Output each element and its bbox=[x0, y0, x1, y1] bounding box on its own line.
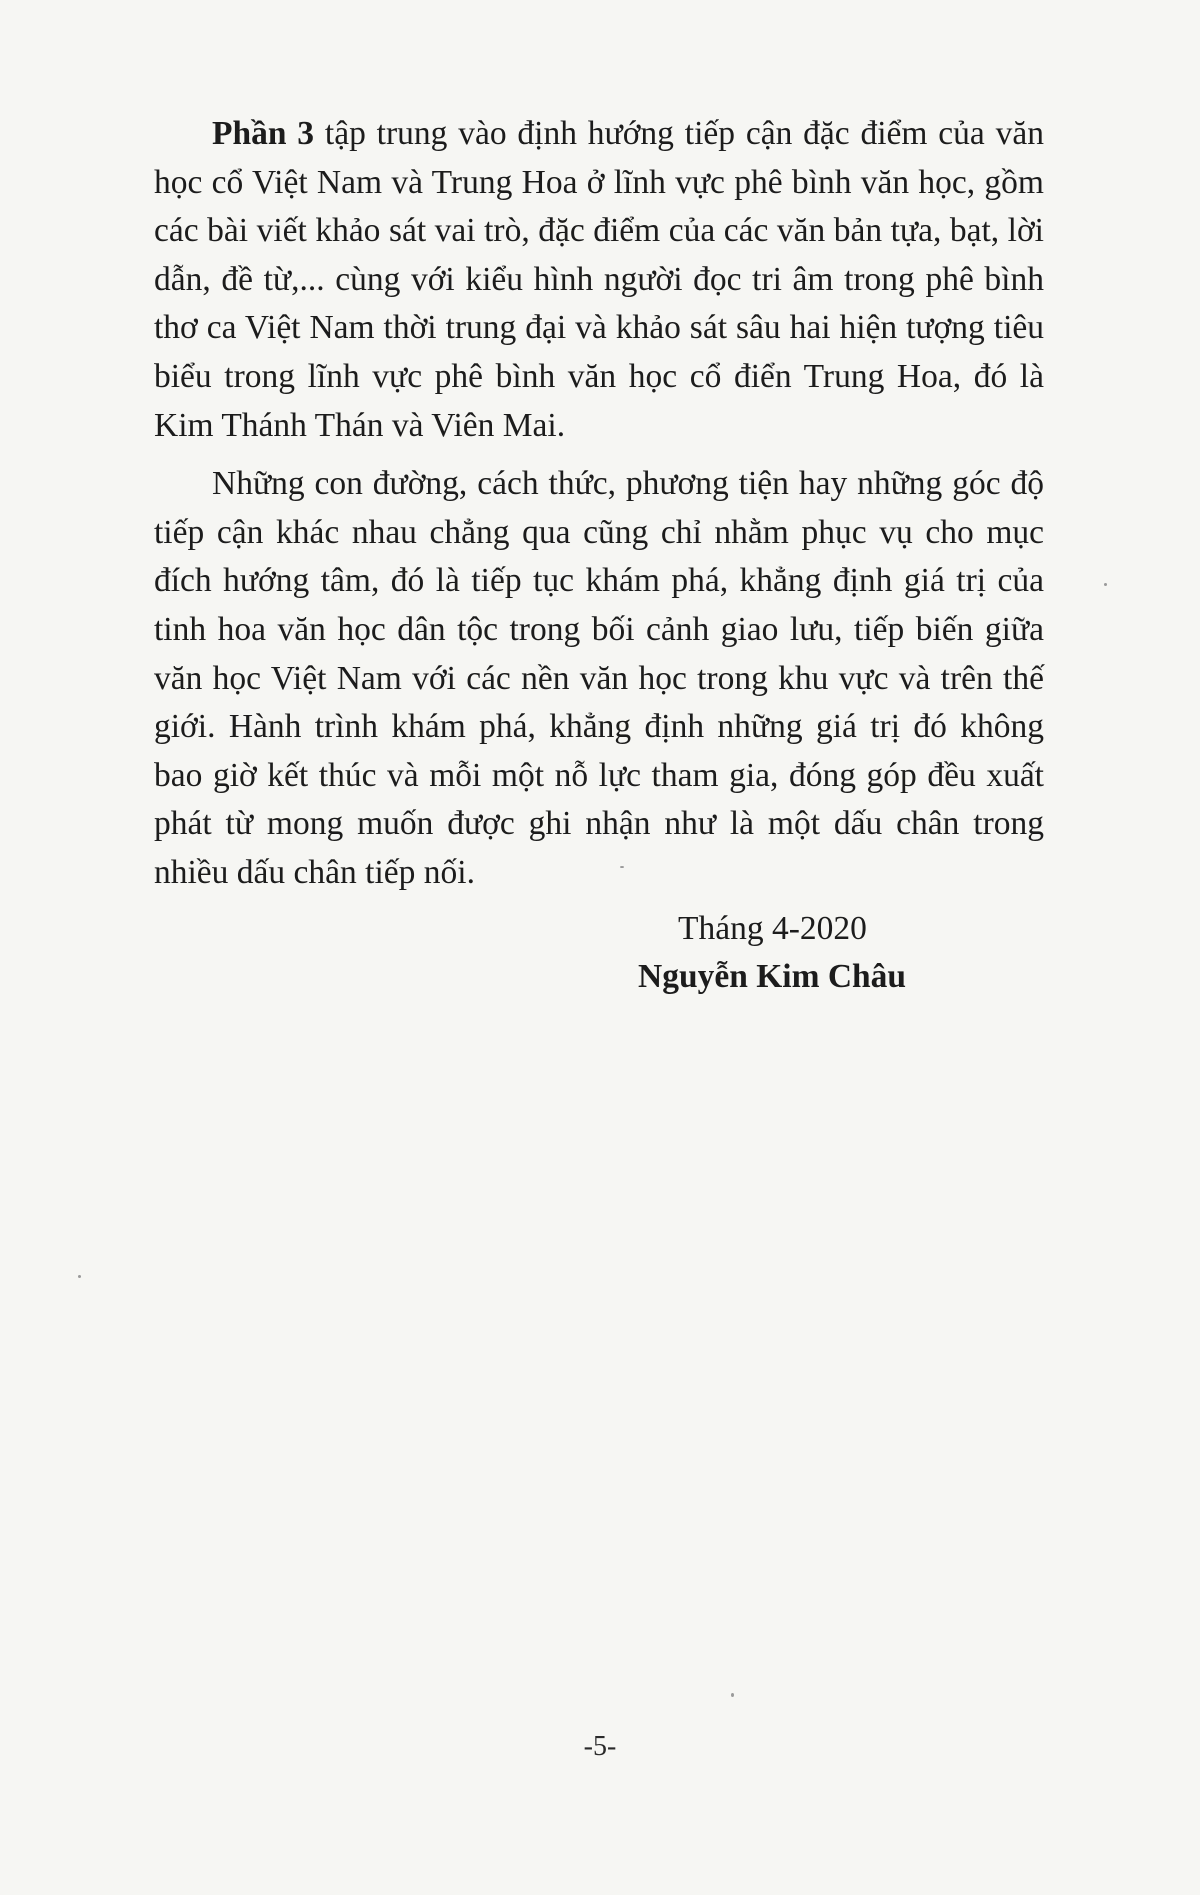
scan-speck bbox=[78, 1275, 81, 1278]
scan-speck bbox=[620, 866, 624, 868]
body-text bbox=[154, 110, 1044, 908]
signature-date: Tháng 4-2020 bbox=[678, 910, 867, 947]
scan-speck bbox=[731, 1693, 734, 1697]
paragraph-2: Những con đường, cách thức, phương tiện hay những góc độ tiếp cận khác nhau chẳng qua cũng chỉ nhằm phục vụ cho mục đích hướng tâm, đó là tiếp tục khám phá, khẳng định giá trị của tinh hoa văn học dân tộc trong bối cảnh giao lưu, tiếp biến giữa văn học Việt Nam với các nền văn học trong khu vực và trên thế giới. Hành trình khám phá, khẳng định những giá trị đó không bao giờ kết thúc và mỗi một nỗ lực tham gia, đóng góp đều xuất phát từ mong muốn được ghi nhận như là một dấu chân trong nhiều dấu chân tiếp nối. bbox=[154, 465, 1044, 891]
signature-author: Nguyễn Kim Châu bbox=[638, 958, 907, 995]
scan-speck bbox=[1104, 583, 1107, 586]
signature-block bbox=[638, 905, 906, 1001]
paragraph-1-rest: tập trung vào định hướng tiếp cận đặc điểm của văn học cổ Việt Nam và Trung Hoa ở lĩnh vực phê bình văn học, gồm các bài viết khảo sát vai trò, đặc điểm của các văn bản tựa, bạt, lời dẫn, đề từ,... cùng với kiểu hình người đọc tri âm trong phê bình thơ ca Việt Nam thời trung đại và khảo sát sâu hai hiện tượng tiêu biểu trong lĩnh vực phê bình văn học cổ điển Trung Hoa, đó là Kim Thánh Thán và Viên Mai. bbox=[154, 115, 1044, 444]
paragraph-1-lead: Phần 3 bbox=[212, 115, 315, 152]
page-number: -5- bbox=[583, 1731, 617, 1762]
paragraph-1 bbox=[154, 110, 1044, 450]
